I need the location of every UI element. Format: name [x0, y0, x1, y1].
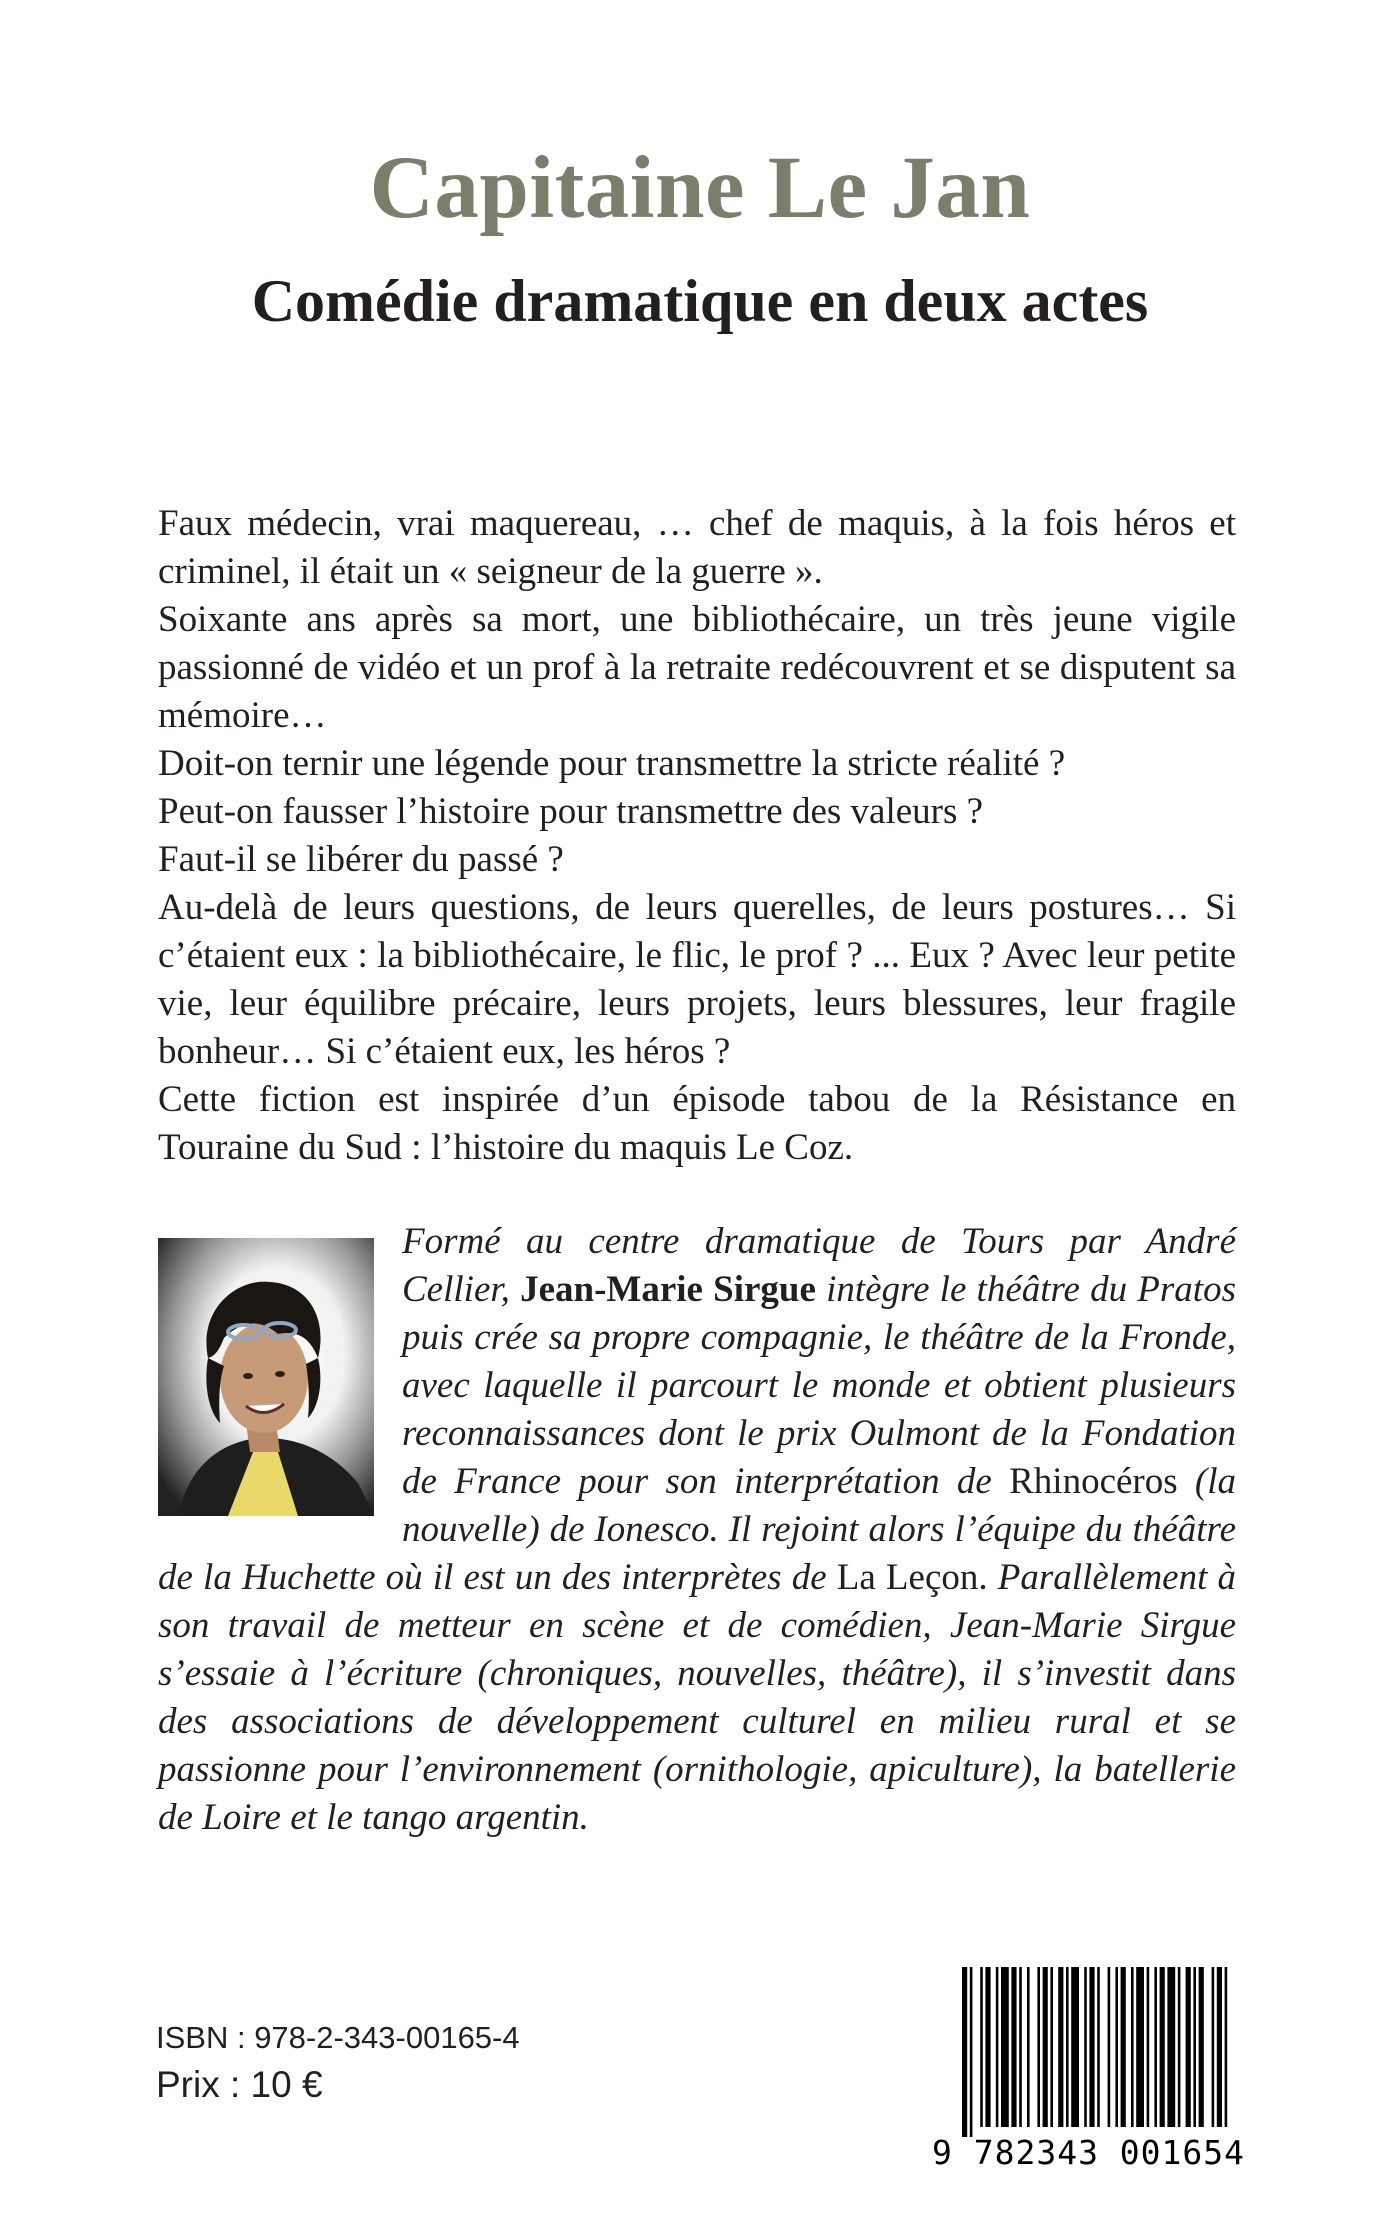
barcode-bar	[1066, 1967, 1069, 2127]
work-title-rhinoceros: Rhinocéros	[1009, 1461, 1178, 1502]
barcode-bar	[962, 1967, 967, 2137]
author-portrait-image	[158, 1238, 374, 1516]
blurb-paragraph: Doit-on ternir une légende pour transmettre la stricte réalité ?	[158, 743, 1066, 784]
barcode-bar	[1178, 1967, 1181, 2127]
blurb-paragraph: Au-delà de leurs questions, de leurs querelles, de leurs postures… Si c’étaient eux : la bibliothécaire, le flic, le prof ? ... Eux ? Avec leur petite vie, leur équilibre précaire, leurs projets, leurs blessures, leur fragile bonheur… Si c’étaient eux, les héros ?	[158, 887, 1236, 1072]
barcode	[932, 1967, 1246, 2177]
barcode-bar	[1019, 1967, 1022, 2127]
bio-text-1: Formé au centre dramatique de Tours par André Cellier,	[402, 1221, 1236, 1310]
barcode-bar	[996, 1967, 999, 2127]
blurb-paragraph: Faux médecin, vrai maquereau, … chef de maquis, à la fois héros et criminel, il était un « seigneur de la guerre ».	[158, 503, 1236, 592]
bio-text-2: intègre le théâtre du Pratos puis crée sa propre compagnie, le théâtre de la Fronde, avec laquelle il parcourt le monde et obtient plusieurs reconnaissances dont le prix Oulmont de la Fondation de France pour son interprétation de	[402, 1269, 1236, 1502]
barcode-bar	[1136, 1967, 1144, 2127]
barcode-bar	[1001, 1967, 1009, 2127]
bio-text-4: Parallèlement à son travail de metteur en scène et de comédien, Jean-Marie Sirgue s’essaie à l’écriture (chroniques, nouvelles, théâtre), il s’investit dans des associations de développement culturel en milieu rural et se passionne pour l’environnement (ornithologie, apiculture), la batellerie de Loire et le tango argentin.	[158, 1557, 1236, 1838]
barcode-digits: 9 782343 001654	[932, 2133, 1246, 2172]
barcode-bar	[1131, 1967, 1134, 2127]
bio-text-3: (la nouvelle) de Ionesco. Il rejoint alors l’équipe du théâtre de la Huchette où il est un des interprètes de	[158, 1461, 1237, 1598]
barcode-bar	[1147, 1967, 1150, 2127]
barcode-bar	[1199, 1967, 1204, 2127]
blurb	[158, 500, 1236, 1172]
barcode-bar	[985, 1967, 990, 2127]
book-subtitle: Comédie dramatique en deux actes	[251, 268, 1149, 334]
blurb-paragraph: Peut-on fausser l’histoire pour transmettre des valeurs ?	[158, 791, 984, 832]
barcode-bar	[1121, 1967, 1126, 2127]
barcode-bar	[1058, 1967, 1063, 2127]
work-title-la-lecon: La Leçon.	[836, 1557, 988, 1598]
barcode-bar	[1050, 1967, 1053, 2127]
barcode-bars	[932, 1967, 1242, 2137]
barcode-bar	[1212, 1967, 1215, 2127]
author-photo	[158, 1238, 374, 1516]
blurb-paragraph: Faut-il se libérer du passé ?	[158, 839, 564, 880]
barcode-bar	[1217, 1967, 1222, 2127]
barcode-bar	[1193, 1967, 1196, 2127]
barcode-bar	[1115, 1967, 1118, 2127]
barcode-bar	[1160, 1967, 1165, 2127]
isbn: ISBN : 978-2-343-00165-4	[156, 2020, 520, 2055]
barcode-bar	[1167, 1967, 1175, 2127]
price: Prix : 10 €	[156, 2064, 323, 2105]
blurb-paragraph: Soixante ans après sa mort, une bibliothécaire, un très jeune vigile passionné de vidéo et un prof à la retraite redécouvrent et se disputent sa mémoire…	[158, 599, 1236, 736]
barcode-bar	[1089, 1967, 1094, 2127]
barcode-bar	[1011, 1967, 1016, 2127]
barcode-bar	[1043, 1967, 1048, 2127]
blurb-paragraph: Cette fiction est inspirée d’un épisode tabou de la Résistance en Touraine du Sud : l’histoire du maquis Le Coz.	[158, 1079, 1236, 1168]
barcode-bar	[1108, 1967, 1111, 2127]
author-bio	[158, 1218, 1236, 1842]
barcode-bar	[1037, 1967, 1040, 2127]
book-title: Capitaine Le Jan	[369, 139, 1031, 237]
barcode-bar	[1071, 1967, 1079, 2127]
barcode-bar	[1186, 1967, 1191, 2127]
barcode-bar	[1154, 1967, 1157, 2127]
barcode-bar	[970, 1967, 973, 2137]
barcode-bar	[1084, 1967, 1087, 2127]
barcode-bar	[1097, 1967, 1100, 2127]
author-name: Jean-Marie Sirgue	[520, 1269, 816, 1310]
barcode-bar	[980, 1967, 983, 2127]
barcode-bar	[1225, 1967, 1228, 2127]
barcode-bar	[1027, 1967, 1030, 2127]
